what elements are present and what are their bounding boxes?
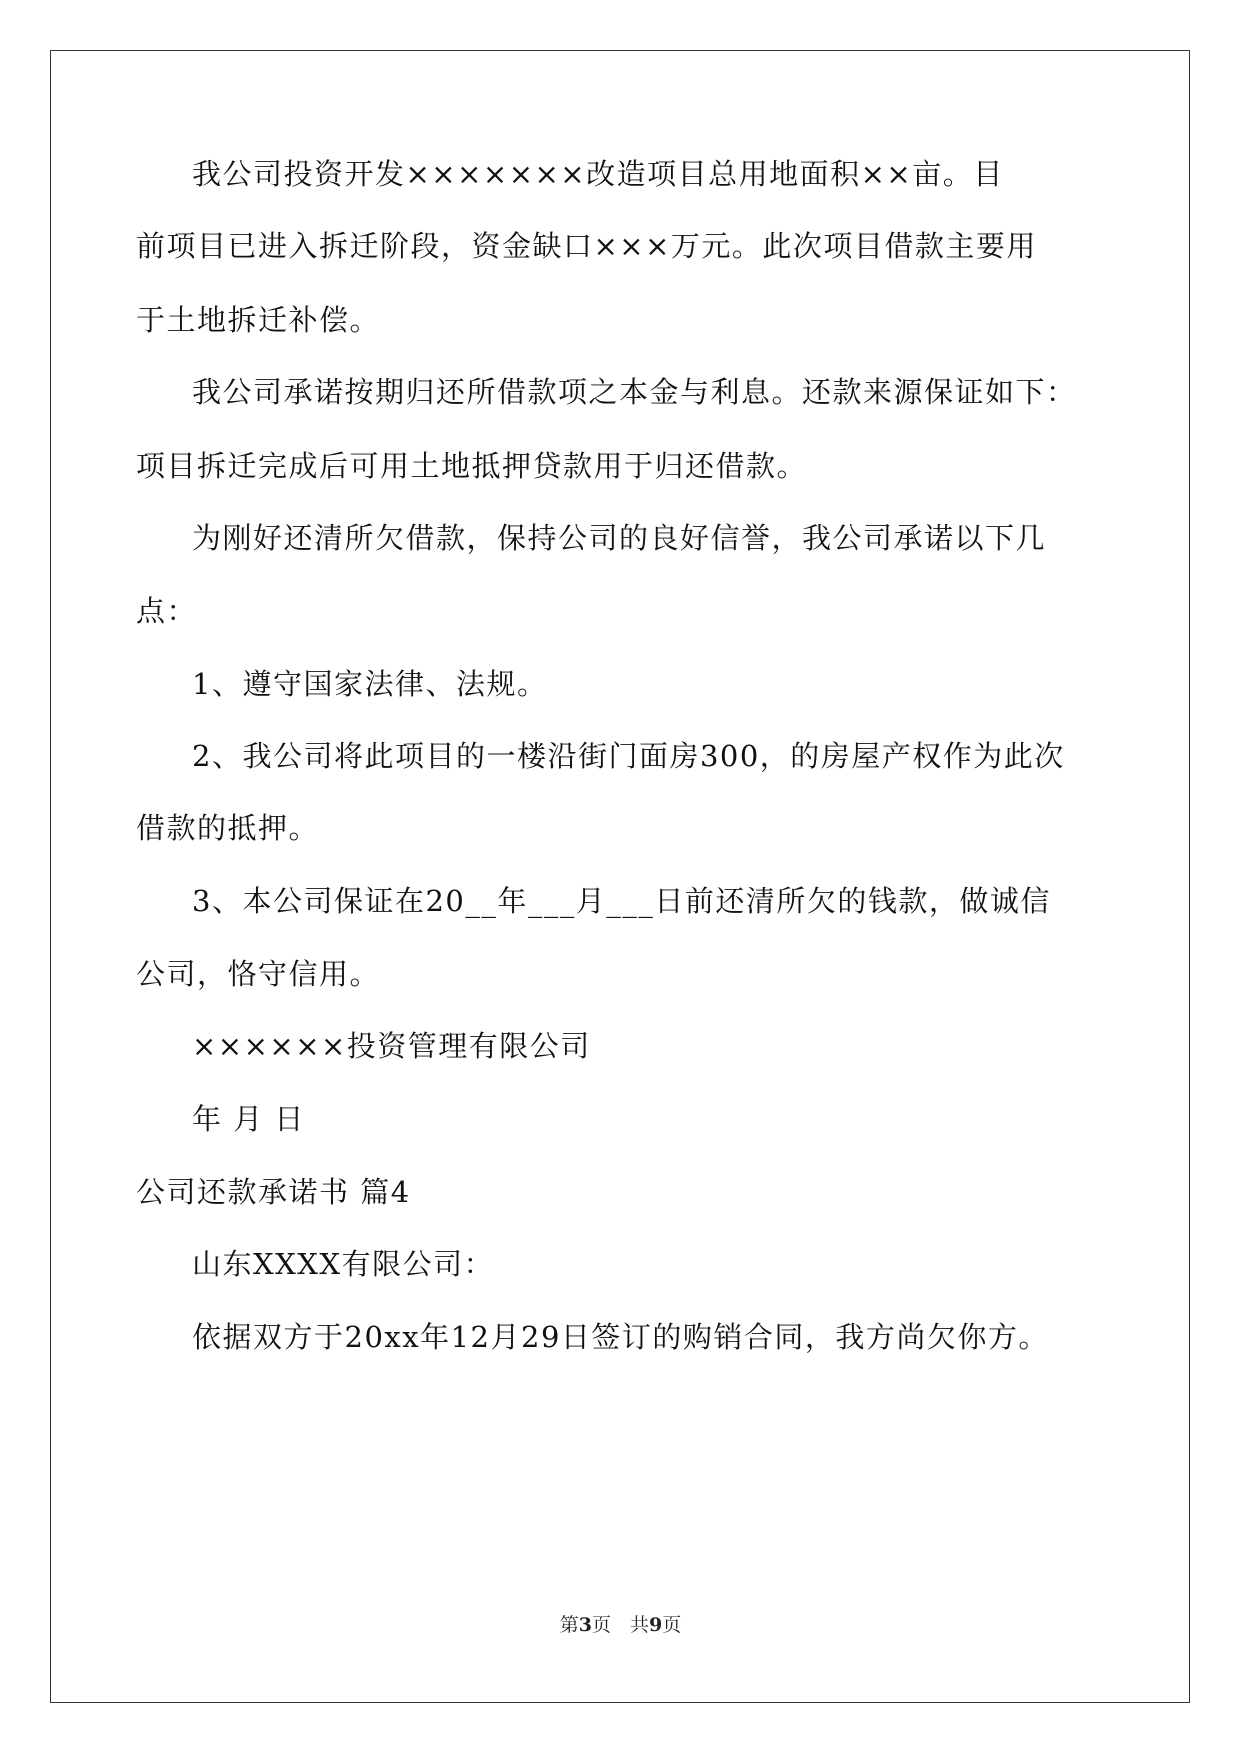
list-item-3-line-2: 公司，恪守信用。: [136, 957, 381, 991]
list-item-2-line-2: 借款的抵押。: [136, 811, 320, 845]
section-heading: 公司还款承诺书 篇4: [136, 1175, 411, 1209]
list-item-2-line-1: 2、我公司将此项目的一楼沿街门面房300，的房屋产权作为此次: [192, 739, 1065, 773]
footer-prefix: 第: [559, 1614, 579, 1636]
paragraph-2-line-2: 项目拆迁完成后可用土地抵押贷款用于归还借款。: [136, 449, 808, 483]
footer-total-pages: 9: [649, 1614, 663, 1636]
letter-body-line-1: 依据双方于20xx年12月29日签订的购销合同，我方尚欠你方。: [192, 1320, 1049, 1354]
page-footer: [0, 1613, 1241, 1637]
footer-suffix: 页: [662, 1614, 682, 1636]
paragraph-3-line-1: 为刚好还清所欠借款，保持公司的良好信誉，我公司承诺以下几: [192, 521, 1047, 555]
paragraph-1-line-1: 我公司投资开发×××××××改造项目总用地面积××亩。目: [192, 157, 1004, 191]
list-item-1: 1、遵守国家法律、法规。: [192, 667, 548, 701]
footer-mid: 页 共: [591, 1614, 649, 1636]
paragraph-3-line-2: 点：: [136, 594, 198, 628]
letter-addressee: 山东XXXX有限公司：: [192, 1247, 495, 1281]
signature-company: ××××××投资管理有限公司: [192, 1029, 591, 1063]
paragraph-1-line-2: 前项目已进入拆迁阶段，资金缺口×××万元。此次项目借款主要用: [136, 229, 1037, 263]
footer-current-page: 3: [578, 1614, 592, 1636]
page-frame: [50, 50, 1190, 1703]
paragraph-1-line-3: 于土地拆迁补偿。: [136, 303, 381, 337]
signature-date: 年 月 日: [192, 1102, 305, 1136]
list-item-3-line-1: 3、本公司保证在20__年___月___日前还清所欠的钱款，做诚信: [192, 884, 1051, 918]
paragraph-2-line-1: 我公司承诺按期归还所借款项之本金与利息。还款来源保证如下：: [192, 375, 1077, 409]
